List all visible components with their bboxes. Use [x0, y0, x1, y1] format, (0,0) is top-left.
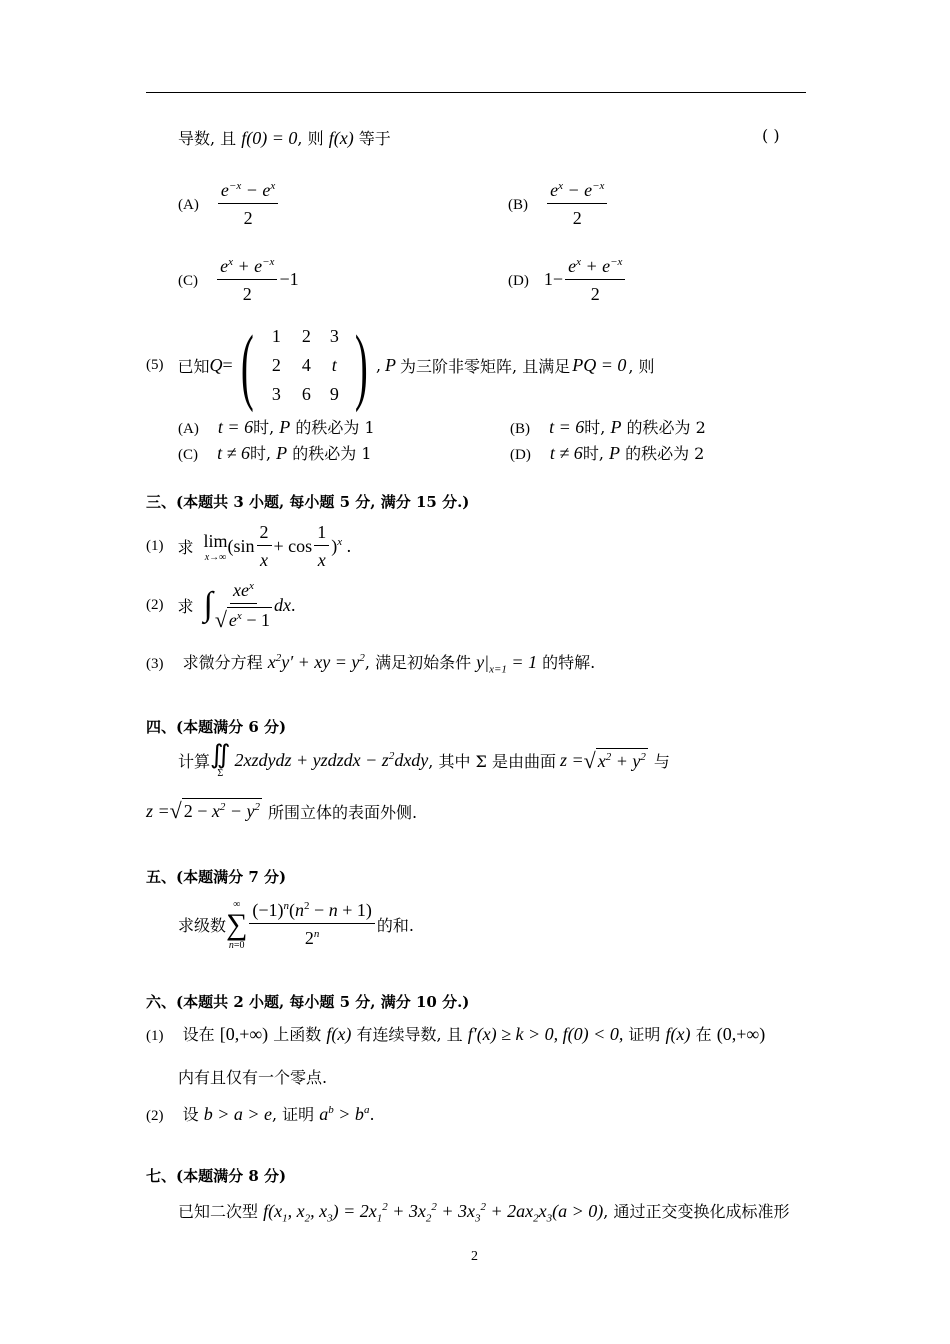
- fraction-numerator: $e^x - e^{-x}$: [547, 178, 607, 204]
- problem-text: 证明: [628, 1025, 661, 1044]
- fraction-denominator: 2: [590, 284, 600, 304]
- problem-text: 在: [695, 1025, 712, 1044]
- option-tail: 的秩必为 2: [625, 444, 705, 463]
- matrix-cell: 1: [271, 325, 281, 346]
- sec6-problem-1-line2: 内有且仅有一个零点.: [178, 1068, 328, 1087]
- problem-text-end: , 通过正交变换化成标准形: [603, 1202, 790, 1221]
- sqrt-expression: √ $2 - x^2 - y^2$: [169, 798, 261, 823]
- option-tail: −1: [279, 269, 299, 289]
- option-label: (A): [178, 421, 199, 437]
- option-tail: 的秩必为 2: [626, 418, 706, 437]
- problem-text: , 证明: [272, 1105, 315, 1124]
- option-fraction: [565, 254, 625, 307]
- matrix-cell: 3: [271, 383, 281, 404]
- problem-text: 设: [182, 1105, 199, 1124]
- fraction-numerator: $e^x + e^{-x}$: [565, 254, 625, 280]
- problem-text: 上函数: [273, 1025, 322, 1044]
- sec6-problem-1: [146, 1022, 765, 1045]
- question-number: (2): [146, 596, 164, 613]
- problem-text: 设在: [182, 1025, 215, 1044]
- option-label: (B): [508, 197, 528, 213]
- option-text: 时,: [582, 444, 604, 463]
- option-fraction: [218, 178, 278, 231]
- problem-text: 求: [177, 596, 194, 616]
- option-var: P: [276, 443, 288, 463]
- sec6-problem-2: [146, 1102, 375, 1125]
- q5-option-a[interactable]: [178, 415, 375, 438]
- problem-text-end: .: [369, 1105, 375, 1124]
- condition: f′(x) ≥ k > 0, f(0) < 0,: [467, 1024, 624, 1044]
- problem-text-mid: , 满足初始条件: [364, 653, 472, 672]
- page-number: 2: [471, 1249, 478, 1264]
- series-term: $\frac{(-1)^n(n^2 - n + 1)}{2^n}$: [249, 898, 374, 951]
- question-number: (1): [146, 538, 164, 554]
- q5-var: Q: [209, 354, 223, 375]
- option-label: (C): [178, 273, 198, 289]
- option-tail: 的秩必为 1: [292, 444, 372, 463]
- problem-text: 计算: [178, 752, 211, 771]
- question-number: (5): [146, 356, 164, 373]
- section-4-title: 四、(本题满分 6 分): [146, 718, 287, 736]
- inequality-result: $a^b > b^a$: [319, 1104, 370, 1124]
- q4-stem: [178, 126, 391, 149]
- limit-operator: lim x→∞: [203, 530, 228, 563]
- option-fraction: [217, 254, 277, 307]
- interval: [0,+∞): [219, 1024, 269, 1044]
- problem-text-end: 所围立体的表面外侧.: [268, 802, 418, 822]
- sec3-problem-3: [146, 650, 596, 676]
- fraction-numerator: $e^x + e^{-x}$: [217, 254, 277, 280]
- option-condition: t ≠ 6: [217, 443, 250, 463]
- question-number: (1): [146, 1028, 164, 1044]
- option-head: 1−: [543, 269, 564, 289]
- option-fraction: [547, 178, 607, 231]
- limit-fraction-2: $\frac{1}{x}$: [314, 520, 329, 573]
- q4-text2: , 则: [297, 129, 324, 148]
- equals-sign: =: [222, 354, 233, 375]
- differential-equation: $x^2y'$ + xy = $y^2$: [267, 652, 365, 672]
- problem-text-and: 与: [653, 752, 670, 771]
- problem-text-mid: , 其中 Σ 是由曲面: [428, 752, 556, 771]
- q5-text2: 为三阶非零矩阵, 且满足: [400, 356, 571, 376]
- option-condition: t = 6: [549, 417, 585, 437]
- problem-text-end: 的和.: [376, 916, 414, 935]
- q4-text: 导数, 且: [178, 129, 237, 148]
- q5-text3: , 则: [628, 356, 655, 376]
- interval: (0,+∞): [716, 1024, 766, 1044]
- answer-bracket: ( ): [762, 126, 780, 145]
- q4-option-a[interactable]: [178, 178, 280, 231]
- question-number: (2): [146, 1108, 164, 1124]
- option-condition: t = 6: [217, 417, 254, 437]
- integral-sign: ∫: [203, 586, 213, 624]
- matrix-cell: 2: [271, 354, 281, 375]
- sec3-problem-2: (2) 求 ∫ $xe^x$ √ $e^x - 1$ dx .: [146, 580, 296, 632]
- matrix-cell: 3: [329, 325, 339, 346]
- question-number: (3): [146, 656, 164, 672]
- sec3-problem-1: (1) 求 lim x→∞ (sin $\frac{2}{x}$ + cos $\frac{1}{x}$ )$^x$ .: [146, 520, 351, 573]
- option-label: (D): [508, 273, 529, 289]
- inequality: b > a > e: [203, 1104, 272, 1124]
- section-5-title: 五、(本题满分 7 分): [146, 868, 287, 886]
- section-6-title: 六、(本题共 2 小题, 每小题 5 分, 满分 10 分.): [146, 993, 470, 1011]
- function-symbol: f(x): [665, 1024, 691, 1044]
- matrix-cell: 2: [301, 325, 311, 346]
- fraction-numerator: $e^{-x} - e^x$: [218, 178, 278, 204]
- option-text: 时,: [584, 418, 606, 437]
- q4-condition: f(0) = 0: [241, 128, 298, 148]
- option-label: (B): [510, 421, 530, 437]
- problem-text: 求微分方程: [182, 653, 263, 672]
- option-var: P: [610, 417, 622, 437]
- surface-2: z =: [146, 800, 170, 821]
- limit-fraction-1: $\frac{2}{x}$: [257, 520, 272, 573]
- q5-option-d[interactable]: [510, 441, 704, 464]
- sec4-problem-line2: [146, 798, 417, 824]
- q5-stem: (5) 已知 Q = ( 1 2 3 2 4 t 3 6 9 ) , P 为三阶非零矩阵, 且满足 PQ = 0 , 则: [146, 317, 655, 413]
- problem-text: 求级数: [178, 916, 227, 935]
- q4-text3: 等于: [358, 129, 391, 148]
- double-integral-sign: ∬ Σ: [210, 740, 231, 779]
- summation-sign: ∞ ∑ n=0: [226, 898, 248, 951]
- section-3-title: 三、(本题共 3 小题, 每小题 5 分, 满分 15 分.): [146, 493, 470, 511]
- fraction-denominator: 2: [572, 208, 582, 228]
- q5-option-b[interactable]: [510, 415, 706, 438]
- matrix-right-paren: ): [355, 317, 369, 413]
- integrand: 2xzdydz + yzdzdx − $z^2dxdy$: [234, 750, 429, 770]
- matrix-cell: 6: [301, 383, 311, 404]
- integral-fraction: $xe^x$ √ $e^x - 1$: [214, 580, 270, 632]
- matrix-left-paren: (: [240, 317, 254, 413]
- surface-1: z =: [559, 750, 584, 770]
- q4-option-d[interactable]: [508, 254, 627, 307]
- matrix-cell: 9: [329, 383, 339, 404]
- option-label: (C): [178, 447, 198, 463]
- sec7-problem: [178, 1199, 790, 1225]
- function-symbol: f(x): [326, 1024, 352, 1044]
- matrix-grid: [261, 326, 347, 405]
- q5-var: P: [385, 354, 397, 375]
- matrix-q: [233, 317, 376, 413]
- option-label: (D): [510, 447, 531, 463]
- problem-text: 已知二次型: [178, 1202, 259, 1221]
- q5-option-c[interactable]: [178, 441, 372, 464]
- section-7-title: 七、(本题满分 8 分): [146, 1167, 287, 1185]
- sqrt-expression: √ $x^2 + y^2$: [583, 747, 646, 773]
- q4-function: f(x): [328, 128, 354, 148]
- option-var: P: [609, 443, 620, 463]
- fraction-denominator: 2: [242, 284, 252, 304]
- header-rule: [146, 92, 806, 93]
- q5-equation: PQ = 0: [572, 354, 627, 375]
- fraction-denominator: 2: [243, 208, 253, 228]
- q5-text: 已知: [177, 356, 210, 376]
- q4-option-c[interactable]: [178, 254, 299, 307]
- problem-text: 有连续导数, 且: [356, 1025, 463, 1044]
- q4-option-b[interactable]: [508, 178, 609, 231]
- option-text: 时,: [249, 444, 272, 463]
- matrix-cell: t: [331, 354, 337, 375]
- option-text: 时,: [253, 418, 275, 437]
- problem-text-end: 的特解.: [542, 653, 596, 672]
- quadratic-form: $f(x_1$, $x_2$, $x_3) = 2x_1^2 + 3x_2^2 + 3x_3^2 + 2ax_2x_3(a > 0)$: [263, 1201, 604, 1225]
- option-condition: t ≠ 6: [549, 443, 583, 463]
- initial-condition: $y|_{x=1} = 1$: [476, 652, 538, 676]
- option-tail: 的秩必为 1: [295, 418, 375, 437]
- option-var: P: [279, 417, 291, 437]
- option-label: (A): [178, 197, 199, 213]
- matrix-cell: 4: [301, 354, 311, 375]
- sec5-problem: [178, 898, 414, 951]
- problem-text: 求: [177, 538, 194, 557]
- sec4-problem-line1: [178, 742, 670, 779]
